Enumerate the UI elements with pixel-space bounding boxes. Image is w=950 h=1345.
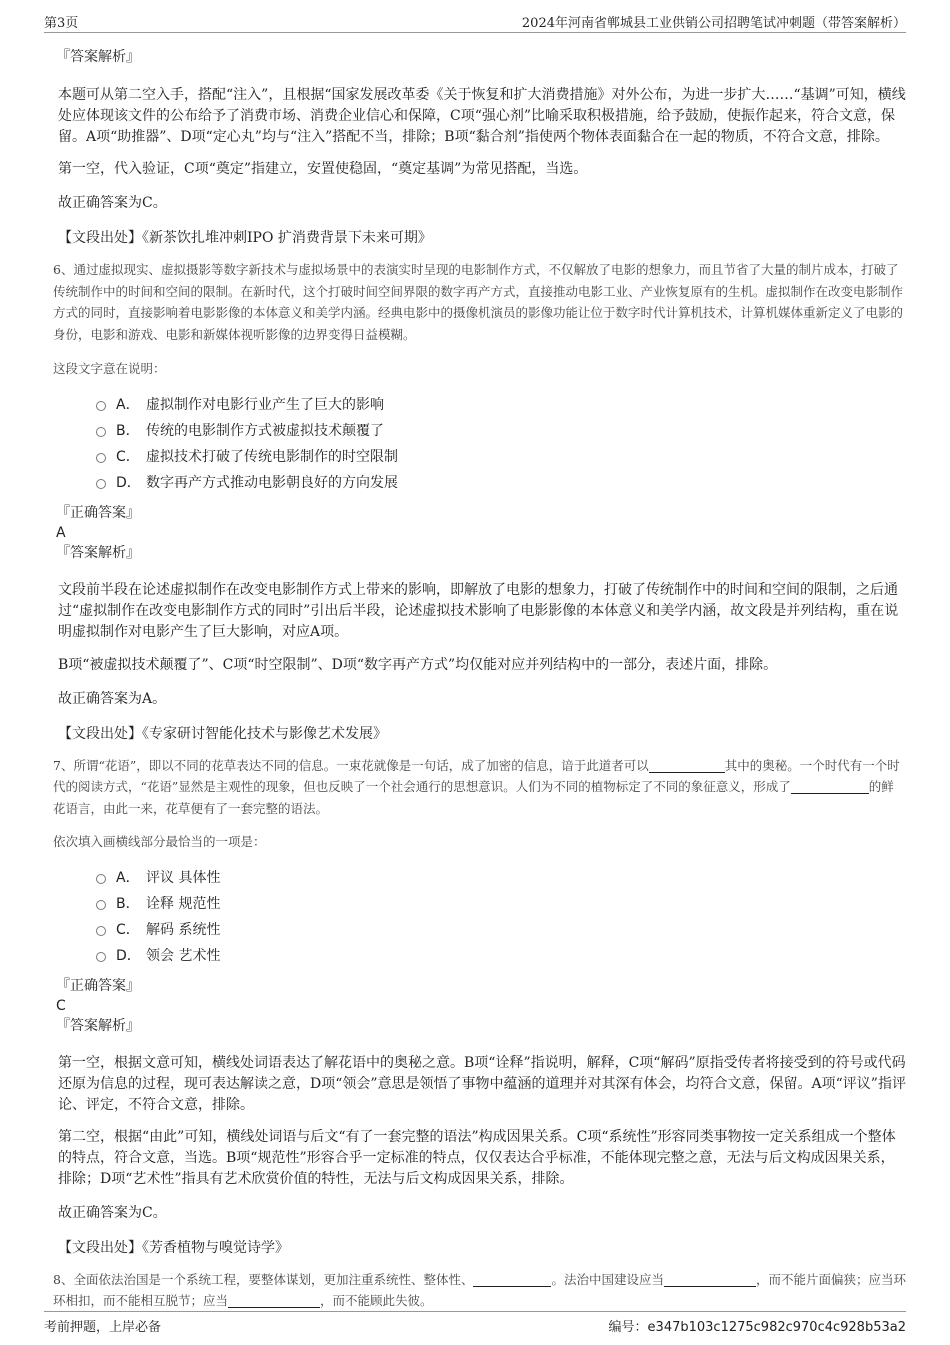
document-title: 2024年河南省郸城县工业供销公司招聘笔试冲刺题（带答案解析） — [521, 16, 906, 31]
q5-analysis-para-1: 本题可从第二空入手，搭配“注入”，且根据“国家发展改革委《关于恢复和扩大消费措施》对外公布，为进一步扩大……“基调”可知，横线处应体现该文件的公布给予了消费市场、消费企业信心和保障，C项“强心剂”比喻采取积极措施，给予鼓励，使振作起来，符合文意，保留。A项“助推器”、D项“定心丸”均与“注入”搭配不当，排除；B项“黏合剂”指使两个物体表面黏合在一起的物质，不符合文意，排除。 — [58, 87, 906, 145]
q6-analysis-para-2: B项“被虚拟技术颠覆了”、C项“时空限制”、D项“数字再产方式”均仅能对应并列结构中的一部分，表述片面，排除。 — [58, 656, 778, 673]
q6-options — [56, 392, 906, 496]
q6-analysis-label: 『答案解析』 — [56, 544, 140, 561]
q8-blank-2 — [664, 1272, 756, 1287]
radio-icon[interactable] — [96, 874, 106, 884]
page-number: 第3页 — [44, 16, 79, 31]
q7-option-c[interactable]: C． 解码 系统性 — [56, 917, 906, 943]
q5-analysis-para-2: 第一空，代入验证，C项“奠定”指建立，安置使稳固，“奠定基调”为常见搭配，当选。 — [58, 161, 588, 177]
q6-correct-answer: A — [56, 524, 66, 541]
q6-stem: 6、通过虚拟现实、虚拟摄影等数字新技术与虚拟场景中的表演实时呈现的电影制作方式，不仅解放了电影的想象力，而且节省了大量的制片成本，打破了传统制作中的时间和空间的限制。在新时代，这个打破时间空间界限的数字再产方式，直接推动电影工业、产业恢复原有的生机。虚拟制作在改变电影制作方式的同时，直接影响着电影影像的本体意义和美学内涵。经典电影中的摄像机演员的影像功能让位于数字时代计算机技术，计算机媒体重新定义了电影的身份，电影和游戏、电影和新媒体视听影像的边界变得日益模糊。 — [53, 262, 904, 342]
q6-option-a[interactable]: A． 虚拟制作对电影行业产生了巨大的影响 — [56, 392, 906, 418]
q7-analysis — [56, 1053, 906, 1259]
q6-source: 【文段出处】《专家研讨智能化技术与影像艺术发展》 — [58, 725, 387, 742]
q7-option-d[interactable]: D． 领会 艺术性 — [56, 943, 906, 969]
q7-options — [56, 865, 906, 969]
radio-icon[interactable] — [96, 479, 106, 489]
page-footer — [44, 1311, 906, 1336]
radio-icon[interactable] — [96, 427, 106, 437]
radio-icon[interactable] — [96, 952, 106, 962]
radio-icon[interactable] — [96, 926, 106, 936]
radio-icon[interactable] — [96, 453, 106, 463]
page-header — [44, 10, 906, 33]
q5-analysis-label: 『答案解析』 — [56, 49, 140, 65]
q7-stem: 7、所谓“花语”，即以不同的花草表达不同的信息。一束花就像是一句话，成了加密的信息，谙于此道者可以 其中的奥秘。一个时代有一个时代的阅读方式，“花语”显然是主观性的现象，但也反映了一个社会通行的思想意识。人们为不同的植物标定了不同的象征意义，形成了 的鲜花语言，由此一来，花草便有了一套完整的语法。 — [53, 757, 900, 816]
q7-prompt: 依次填入画横线部分最恰当的一项是： — [53, 834, 266, 849]
q5-analysis-para-3: 故正确答案为C。 — [58, 195, 167, 211]
q6-correct-label: 『正确答案』 — [56, 504, 140, 521]
q7-analysis-para-3: 故正确答案为C。 — [58, 1204, 167, 1221]
q8-blank-3 — [228, 1293, 320, 1308]
radio-icon[interactable] — [96, 900, 106, 910]
q6-prompt: 这段文字意在说明： — [53, 361, 166, 376]
q7-correct-answer: C — [56, 997, 66, 1014]
q8-stem: 8、全面依法治国是一个系统工程，要整体谋划，更加注重系统性、整体性、 。法治中国建设应当 ，而不能片面偏狭；应当环环相扣，而不能相互脱节；应当 ，而不能顾此失彼。 — [53, 1271, 906, 1308]
q7-analysis-para-1: 第一空，根据文意可知，横线处词语表达了解花语中的奥秘之意。B项“诠释”指说明，解释，C项“解码”原指受传者将接受到的符号或代码还原为信息的过程，现可表达解读之意，D项“领会”意思是领悟了事物中蕴涵的道理并对其深有体会，均符合文意，保留。A项“评议”指评论、评定，不符合文意，排除。 — [58, 1054, 906, 1113]
q7-option-b[interactable]: B． 诠释 规范性 — [56, 891, 906, 917]
q8-blank-1 — [473, 1272, 551, 1287]
q6-analysis-para-1: 文段前半段在论述虚拟制作在改变电影制作方式上带来的影响，即解放了电影的想象力，打破了传统制作中的时间和空间的限制，之后通过“虚拟制作在改变电影制作方式的同时”引出后半段，论述虚拟技术影响了电影影像的本体意义和美学内涵，故文段是并列结构，重在说明虚拟制作对电影产生了巨大影响，对应A项。 — [58, 581, 899, 640]
q7-analysis-para-2: 第二空，根据“由此”可知，横线处词语与后文“有了一套完整的语法”构成因果关系。C项“系统性”形容同类事物按一定关系组成一个整体的特点，符合文意，当选。B项“规范性”形容合乎一定标准的特点，仅仅表达合乎标准，不能体现完整之意，无法与后文构成因果关系，排除；D项“艺术性”指具有艺术欣赏价值的特性，无法与后文构成因果关系，排除。 — [58, 1128, 896, 1187]
q7-blank-2 — [791, 779, 869, 794]
document-body — [53, 40, 906, 1312]
q6-analysis-para-3: 故正确答案为A。 — [58, 690, 167, 707]
document-code: 编号：e347b103c1275c982c970c4c928b53a2 — [608, 1320, 906, 1335]
footer-slogan: 考前押题，上岸必备 — [44, 1320, 162, 1335]
q7-source: 【文段出处】《芳香植物与嗅觉诗学》 — [58, 1239, 289, 1256]
q6-analysis — [56, 580, 906, 745]
q7-blank-1 — [649, 758, 725, 773]
q6-option-b[interactable]: B． 传统的电影制作方式被虚拟技术颠覆了 — [56, 418, 906, 444]
q5-source: 【文段出处】《新茶饮扎堆冲刺IPO 扩消费背景下未来可期》 — [58, 230, 432, 246]
q7-option-a[interactable]: A． 评议 具体性 — [56, 865, 906, 891]
q6-option-d[interactable]: D． 数字再产方式推动电影朝良好的方向发展 — [56, 470, 906, 496]
q6-option-c[interactable]: C． 虚拟技术打破了传统电影制作的时空限制 — [56, 444, 906, 470]
radio-icon[interactable] — [96, 401, 106, 411]
q5-analysis — [56, 85, 906, 249]
q7-correct-label: 『正确答案』 — [56, 977, 140, 994]
q7-analysis-label: 『答案解析』 — [56, 1017, 140, 1034]
